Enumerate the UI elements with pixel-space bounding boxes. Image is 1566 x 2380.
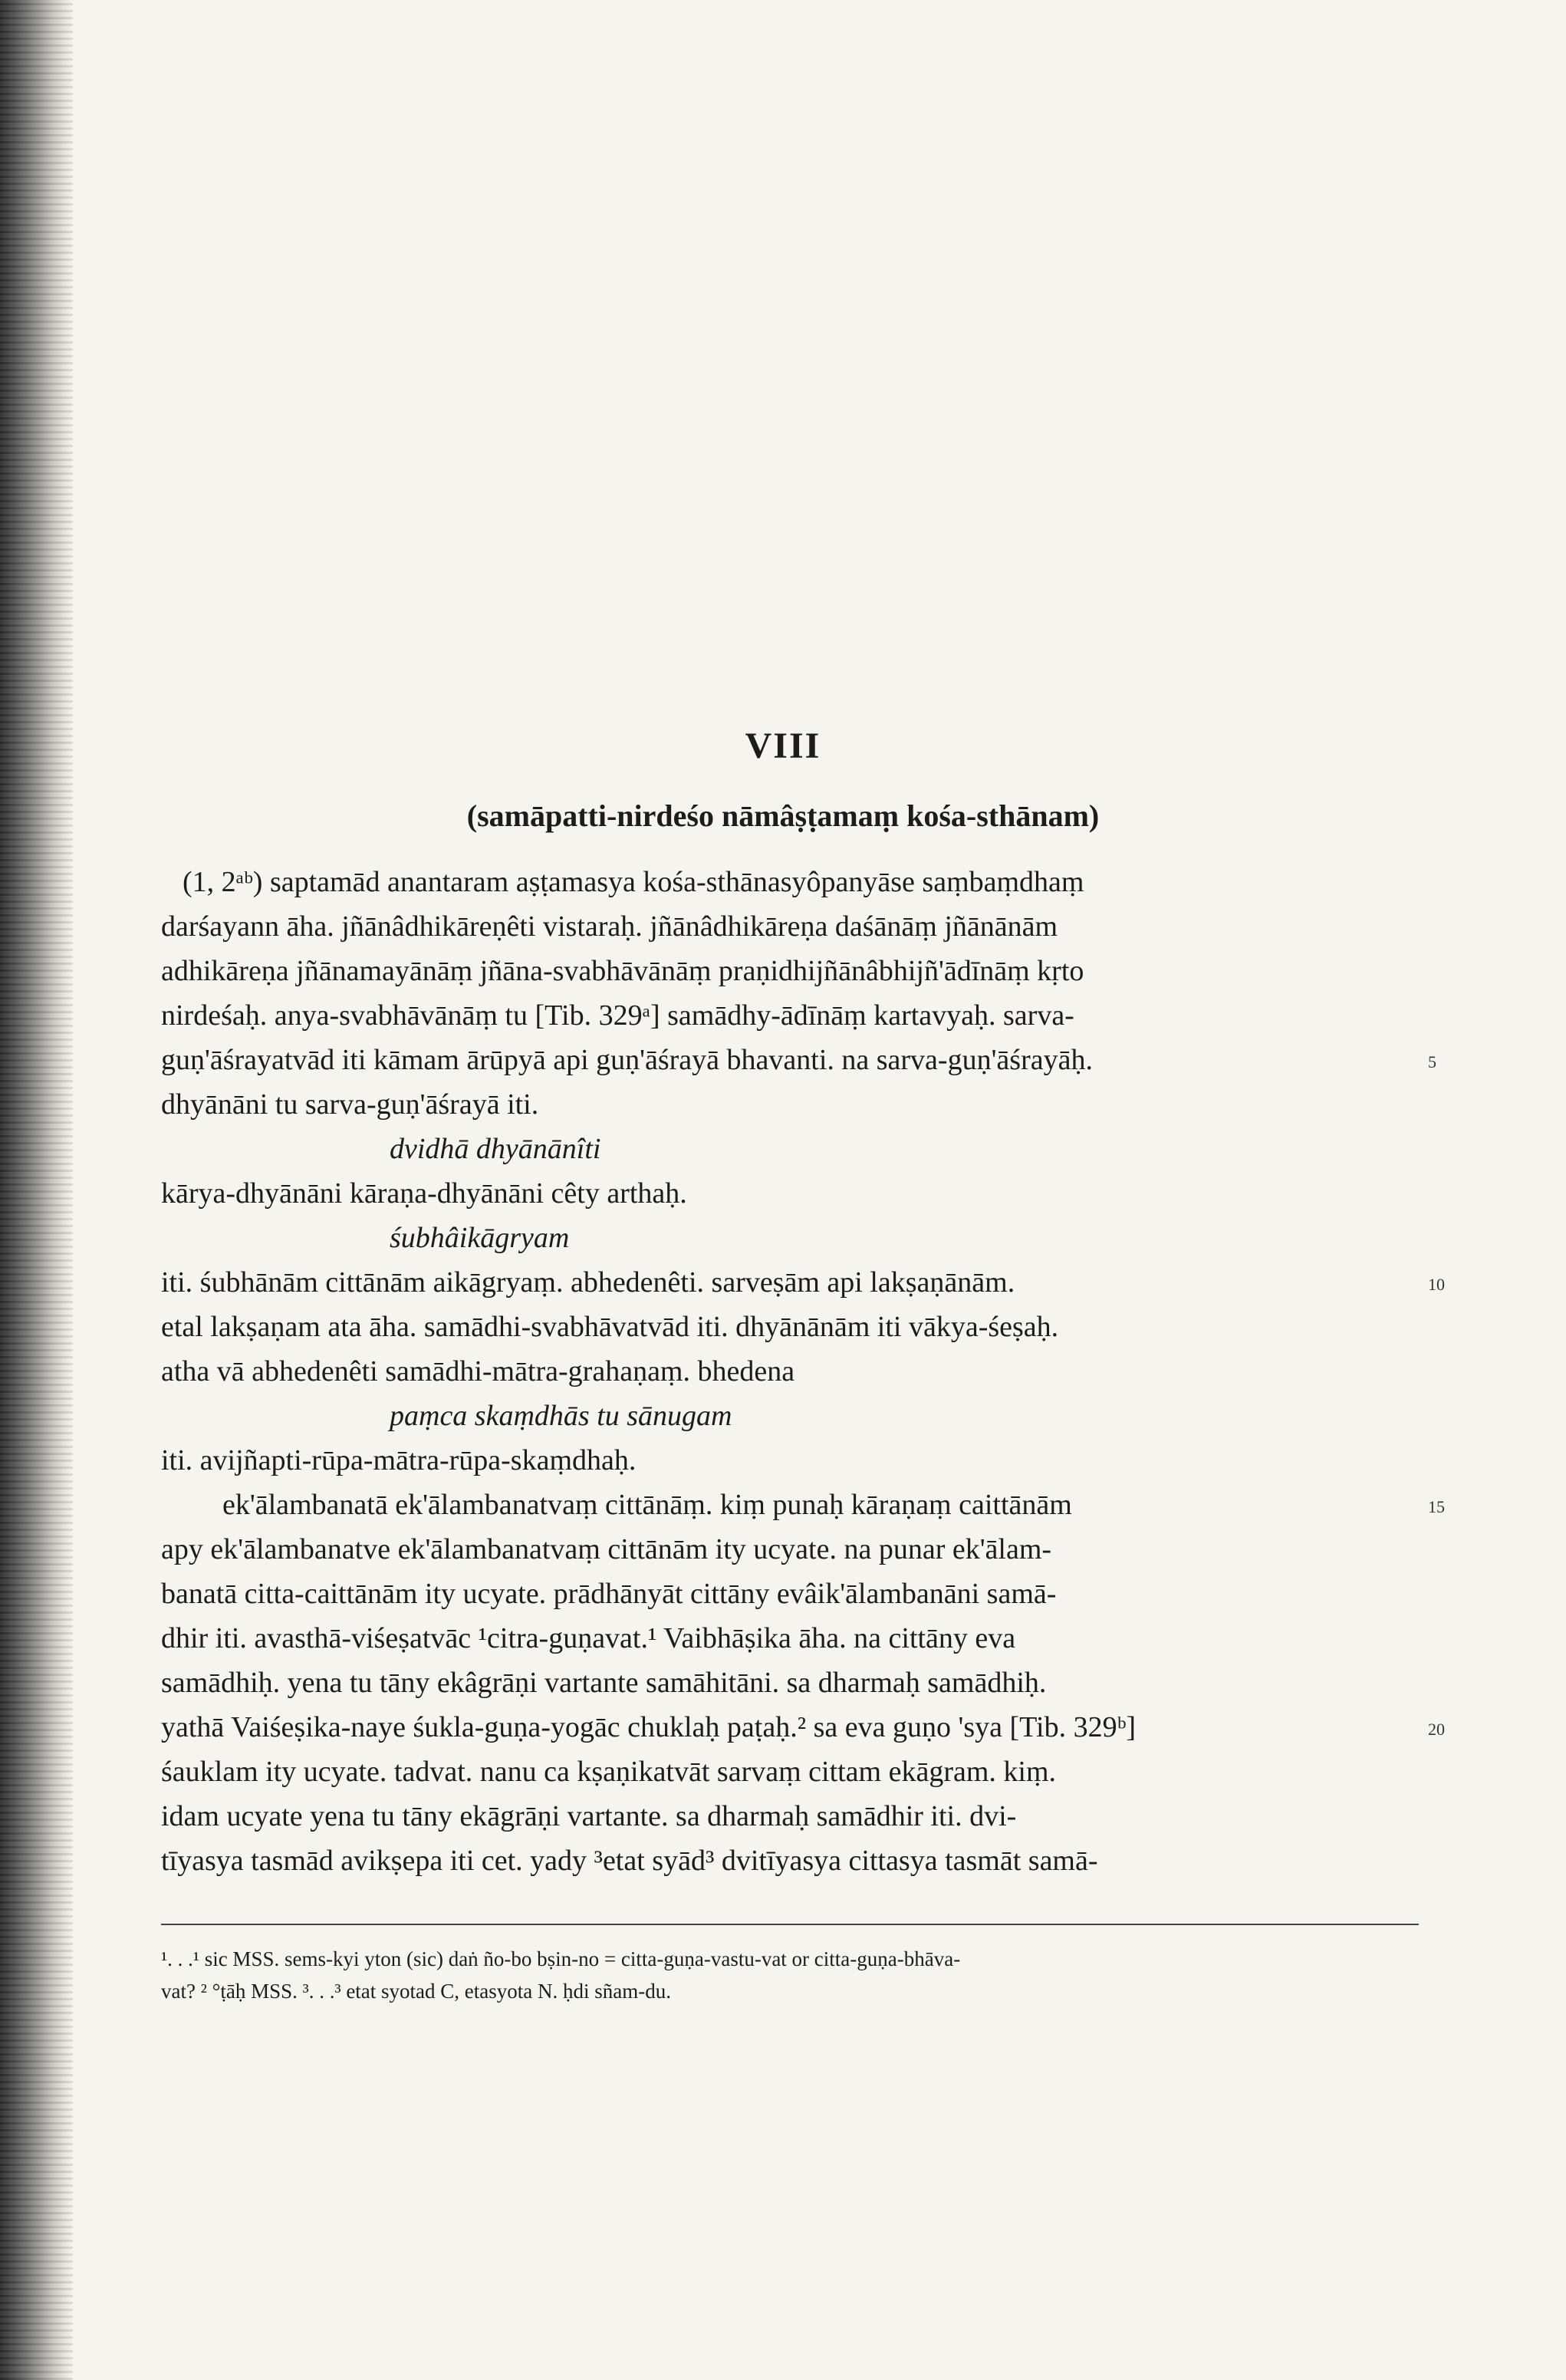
text-line-1: (1, 2ᵃᵇ) saptamād anantaram aṣṭamasya kośa-sthānasyôpanyāse saṃbaṃdhaṃ (183, 866, 1084, 898)
verse-line-2: śubhâikāgryam (390, 1222, 570, 1254)
verse-line-3: paṃca skaṃdhās tu sānugam (390, 1400, 732, 1432)
book-binding-shadow (0, 0, 73, 2380)
line-number-5: 5 (1428, 1052, 1436, 1071)
line-number-20: 20 (1428, 1720, 1445, 1739)
text-line-11: etal lakṣaṇam ata āha. samādhi-svabhāvatvād iti. dhyānānām iti vākya-śeṣaḥ. (161, 1311, 1059, 1343)
text-line-20: yathā Vaiśeṣika-naye śukla-guṇa-yogāc chuklaḥ paṭaḥ.² sa eva guṇo 'sya [Tib. 329ᵇ] (161, 1711, 1136, 1743)
text-line-22: idam ucyate yena tu tāny ekāgrāṇi vartante. sa dharmaḥ samādhir iti. dvi- (161, 1800, 1017, 1832)
text-line-10: iti. śubhānām cittānām aikāgryaṃ. abhedenêti. sarveṣām api lakṣaṇānām. (161, 1266, 1015, 1299)
text-line-12: atha vā abhedenêti samādhi-mātra-grahaṇaṃ. bhedena (161, 1355, 795, 1388)
footnote-rule (161, 1924, 1419, 1925)
chapter-subtitle: (samāpatti-nirdeśo nāmâṣṭamaṃ kośa-sthānam) (466, 798, 1100, 833)
text-line-14: iti. avijñapti-rūpa-mātra-rūpa-skaṃdhaḥ. (161, 1444, 637, 1476)
text-line-2: darśayann āha. jñānâdhikāreṇêti vistaraḥ. jñānâdhikāreṇa daśānāṃ jñānānām (161, 910, 1058, 943)
text-line-17: banatā citta-caittānām ity ucyate. prādhānyāt cittāny evâik'ālambanāni samā- (161, 1578, 1057, 1610)
text-line-4: nirdeśaḥ. anya-svabhāvānāṃ tu [Tib. 329ᵃ] samādhy-ādīnāṃ kartavyaḥ. sarva- (161, 999, 1074, 1032)
text-line-18: dhir iti. avasthā-viśeṣatvāc ¹citra-guṇavat.¹ Vaibhāṣika āha. na cittāny eva (161, 1622, 1016, 1654)
footnote-line-1: ¹. . .¹ sic MSS. sems-kyi yton (sic) daṅ ño-bo bṣin-no = citta-guṇa-vastu-vat or citta-guṇa-bhāva- (161, 1947, 961, 1970)
text-line-19: samādhiḥ. yena tu tāny ekâgrāṇi vartante samāhitāni. sa dharmaḥ samādhiḥ. (161, 1667, 1047, 1699)
text-line-5: guṇ'āśrayatvād iti kāmam ārūpyā api guṇ'āśrayā bhavanti. na sarva-guṇ'āśrayāḥ. (161, 1044, 1093, 1076)
text-line-15: ek'ālambanatā ek'ālambanatvaṃ cittānāṃ. kiṃ punaḥ kāraṇaṃ caittānām (222, 1489, 1072, 1521)
chapter-number: VIII (745, 726, 821, 766)
line-number-10: 10 (1428, 1275, 1445, 1294)
line-number-15: 15 (1428, 1497, 1445, 1516)
text-line-6: dhyānāni tu sarva-guṇ'āśrayā iti. (161, 1088, 539, 1121)
footnote-line-2: vat? ² °ṭāḥ MSS. ³. . .³ etat syotad C, etasyota N. ḥdi sñam-du. (161, 1980, 671, 2003)
text-line-3: adhikāreṇa jñānamayānāṃ jñāna-svabhāvānāṃ praṇidhijñānâbhijñ'ādīnāṃ kṛto (161, 955, 1084, 987)
text-line-23: tīyasya tasmād avikṣepa iti cet. yady ³etat syād³ dvitīyasya cittasya tasmāt samā- (161, 1845, 1098, 1877)
text-line-8: kārya-dhyānāni kāraṇa-dhyānāni cêty arthaḥ. (161, 1177, 687, 1210)
text-line-16: apy ek'ālambanatve ek'ālambanatvaṃ cittānām ity ucyate. na punar ek'ālam- (161, 1533, 1052, 1565)
text-line-21: śauklam ity ucyate. tadvat. nanu ca kṣaṇikatvāt sarvaṃ cittam ekāgram. kiṃ. (161, 1756, 1057, 1788)
verse-line-1: dvidhā dhyānānîti (390, 1133, 601, 1165)
